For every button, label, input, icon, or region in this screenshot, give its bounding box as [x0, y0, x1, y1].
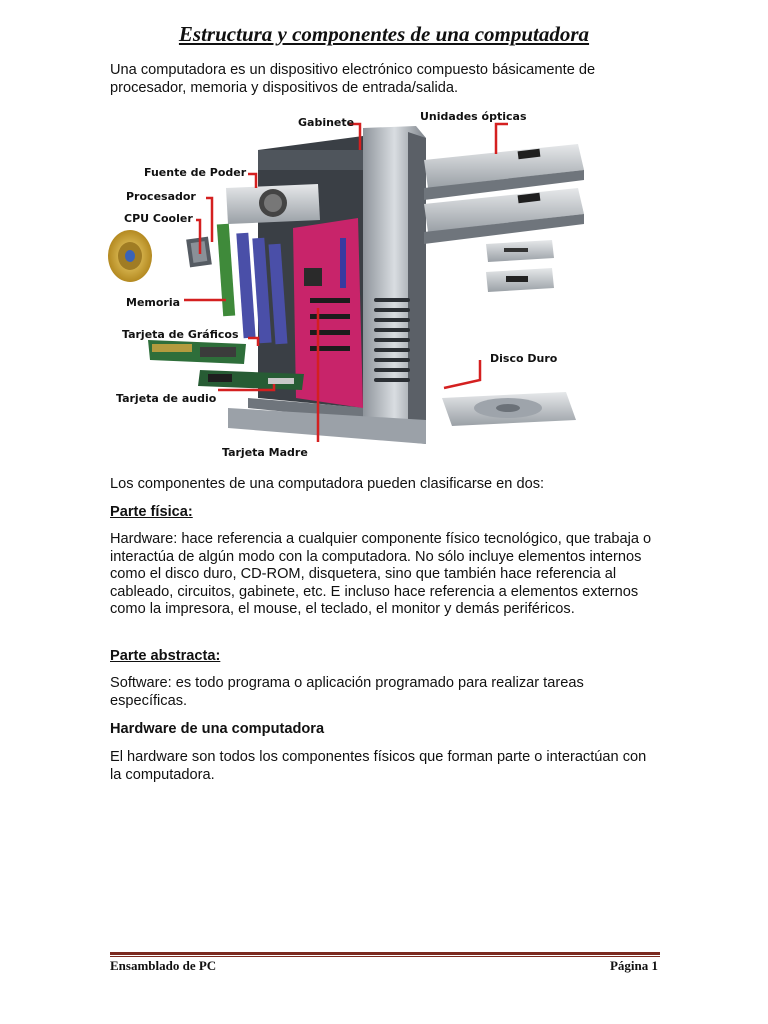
abstract-paragraph: Software: es todo programa o aplicación programado para realizar tareas específicas. [110, 675, 584, 709]
hardware-heading: Hardware de una computadora [110, 721, 325, 737]
label-fuente-de-poder: Fuente de Poder [144, 166, 247, 179]
hardware-paragraph: El hardware son todos los componentes físicos que forman parte o interactúan con la computadora. [110, 749, 647, 783]
footer-page-number: Página 1 [609, 958, 658, 973]
computer-diagram [108, 108, 588, 464]
classification-paragraph: Los componentes de una computadora pueden clasificarse en dos: [110, 476, 545, 492]
hard-disk-graphic [442, 392, 576, 426]
label-disco-duro: Disco Duro [490, 352, 558, 365]
physical-paragraph: Hardware: hace referencia a cualquier componente físico tecnológico, que trabaja o interactúa de algún modo con la computadora. No sólo incluye elementos internos como el disco duro, CD-ROM, disquetera, sino que también hace referencia al cableado, circuitos, gabinete, etc. E incluso hace referencia a elementos externos como la impresora, el mouse, el teclado, el monitor y demás periféricos. [110, 531, 652, 618]
label-tarjeta-graficos: Tarjeta de Gráficos [122, 328, 239, 341]
abstract-heading: Parte abstracta: [110, 648, 221, 664]
label-procesador: Procesador [126, 190, 196, 203]
label-gabinete: Gabinete [298, 116, 355, 129]
power-supply-graphic [226, 184, 320, 224]
cpu-cooler-graphic [108, 230, 152, 282]
label-tarjeta-madre: Tarjeta Madre [222, 446, 308, 459]
footer-rule-thin [110, 956, 660, 957]
label-memoria: Memoria [126, 296, 181, 309]
document-title: Estructura y componentes de una computadora [178, 22, 590, 46]
label-tarjeta-audio: Tarjeta de audio [116, 392, 217, 405]
graphics-card-graphic [148, 340, 246, 364]
motherboard-graphic [293, 218, 363, 408]
footer-left: Ensamblado de PC [110, 958, 217, 973]
label-cpu-cooler: CPU Cooler [124, 212, 193, 225]
label-unidades-opticas: Unidades ópticas [420, 110, 527, 123]
intro-paragraph: Una computadora es un dispositivo electrónico compuesto básicamente de procesador, memoria y dispositivos de entrada/salida. [110, 62, 596, 96]
footer-rule [110, 952, 660, 955]
optical-drives-graphic [424, 144, 584, 292]
physical-heading: Parte física: [110, 504, 193, 520]
